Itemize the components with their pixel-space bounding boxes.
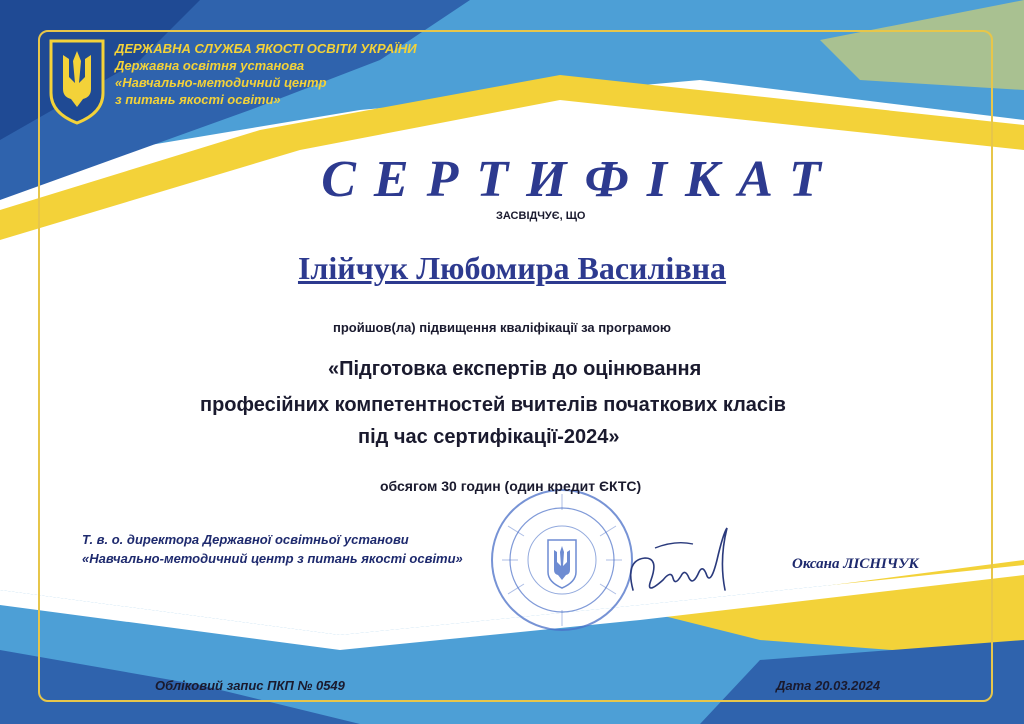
official-stamp-icon [488,486,636,634]
recipient-name: Ілійчук Любомира Василівна [297,250,727,286]
program-line1: «Підготовка експертів до оцінювання [328,358,702,380]
organization-line4: з питань якості освіти» [115,92,281,107]
record-number: Обліковий запис ПКП № 0549 [155,678,345,693]
organization-line2: Державна освітня установа [115,58,305,73]
passed-text: пройшов(ла) підвищення кваліфікації за програмою [333,320,672,335]
director-position-line2: «Навчально-методичний центр з питань якості освіти» [82,551,463,566]
course-volume: обсягом 30 годин (один кредит ЄКТС) [380,478,642,494]
organization-block [115,40,417,108]
certificate-title: СЕРТИФІКАТ [321,151,839,208]
program-line3: під час сертифікації-2024» [358,426,620,448]
issue-date: Дата 20.03.2024 [776,678,881,693]
trident-emblem-icon [45,37,109,125]
signer-name: Оксана ЛІСНІЧУК [792,556,919,572]
organization-line3: «Навчально-методичний центр [115,75,327,90]
program-line2: професійних компетентностей вчителів початкових класів [200,394,786,416]
director-position-line1: Т. в. о. директора Державної освітньої установи [82,532,409,547]
signature-icon [615,520,745,610]
organization-line1: ДЕРЖАВНА СЛУЖБА ЯКОСТІ ОСВІТИ УКРАЇНИ [115,41,417,56]
certifies-text: ЗАСВІДЧУЄ, ЩО [496,210,586,222]
director-position [82,530,463,568]
